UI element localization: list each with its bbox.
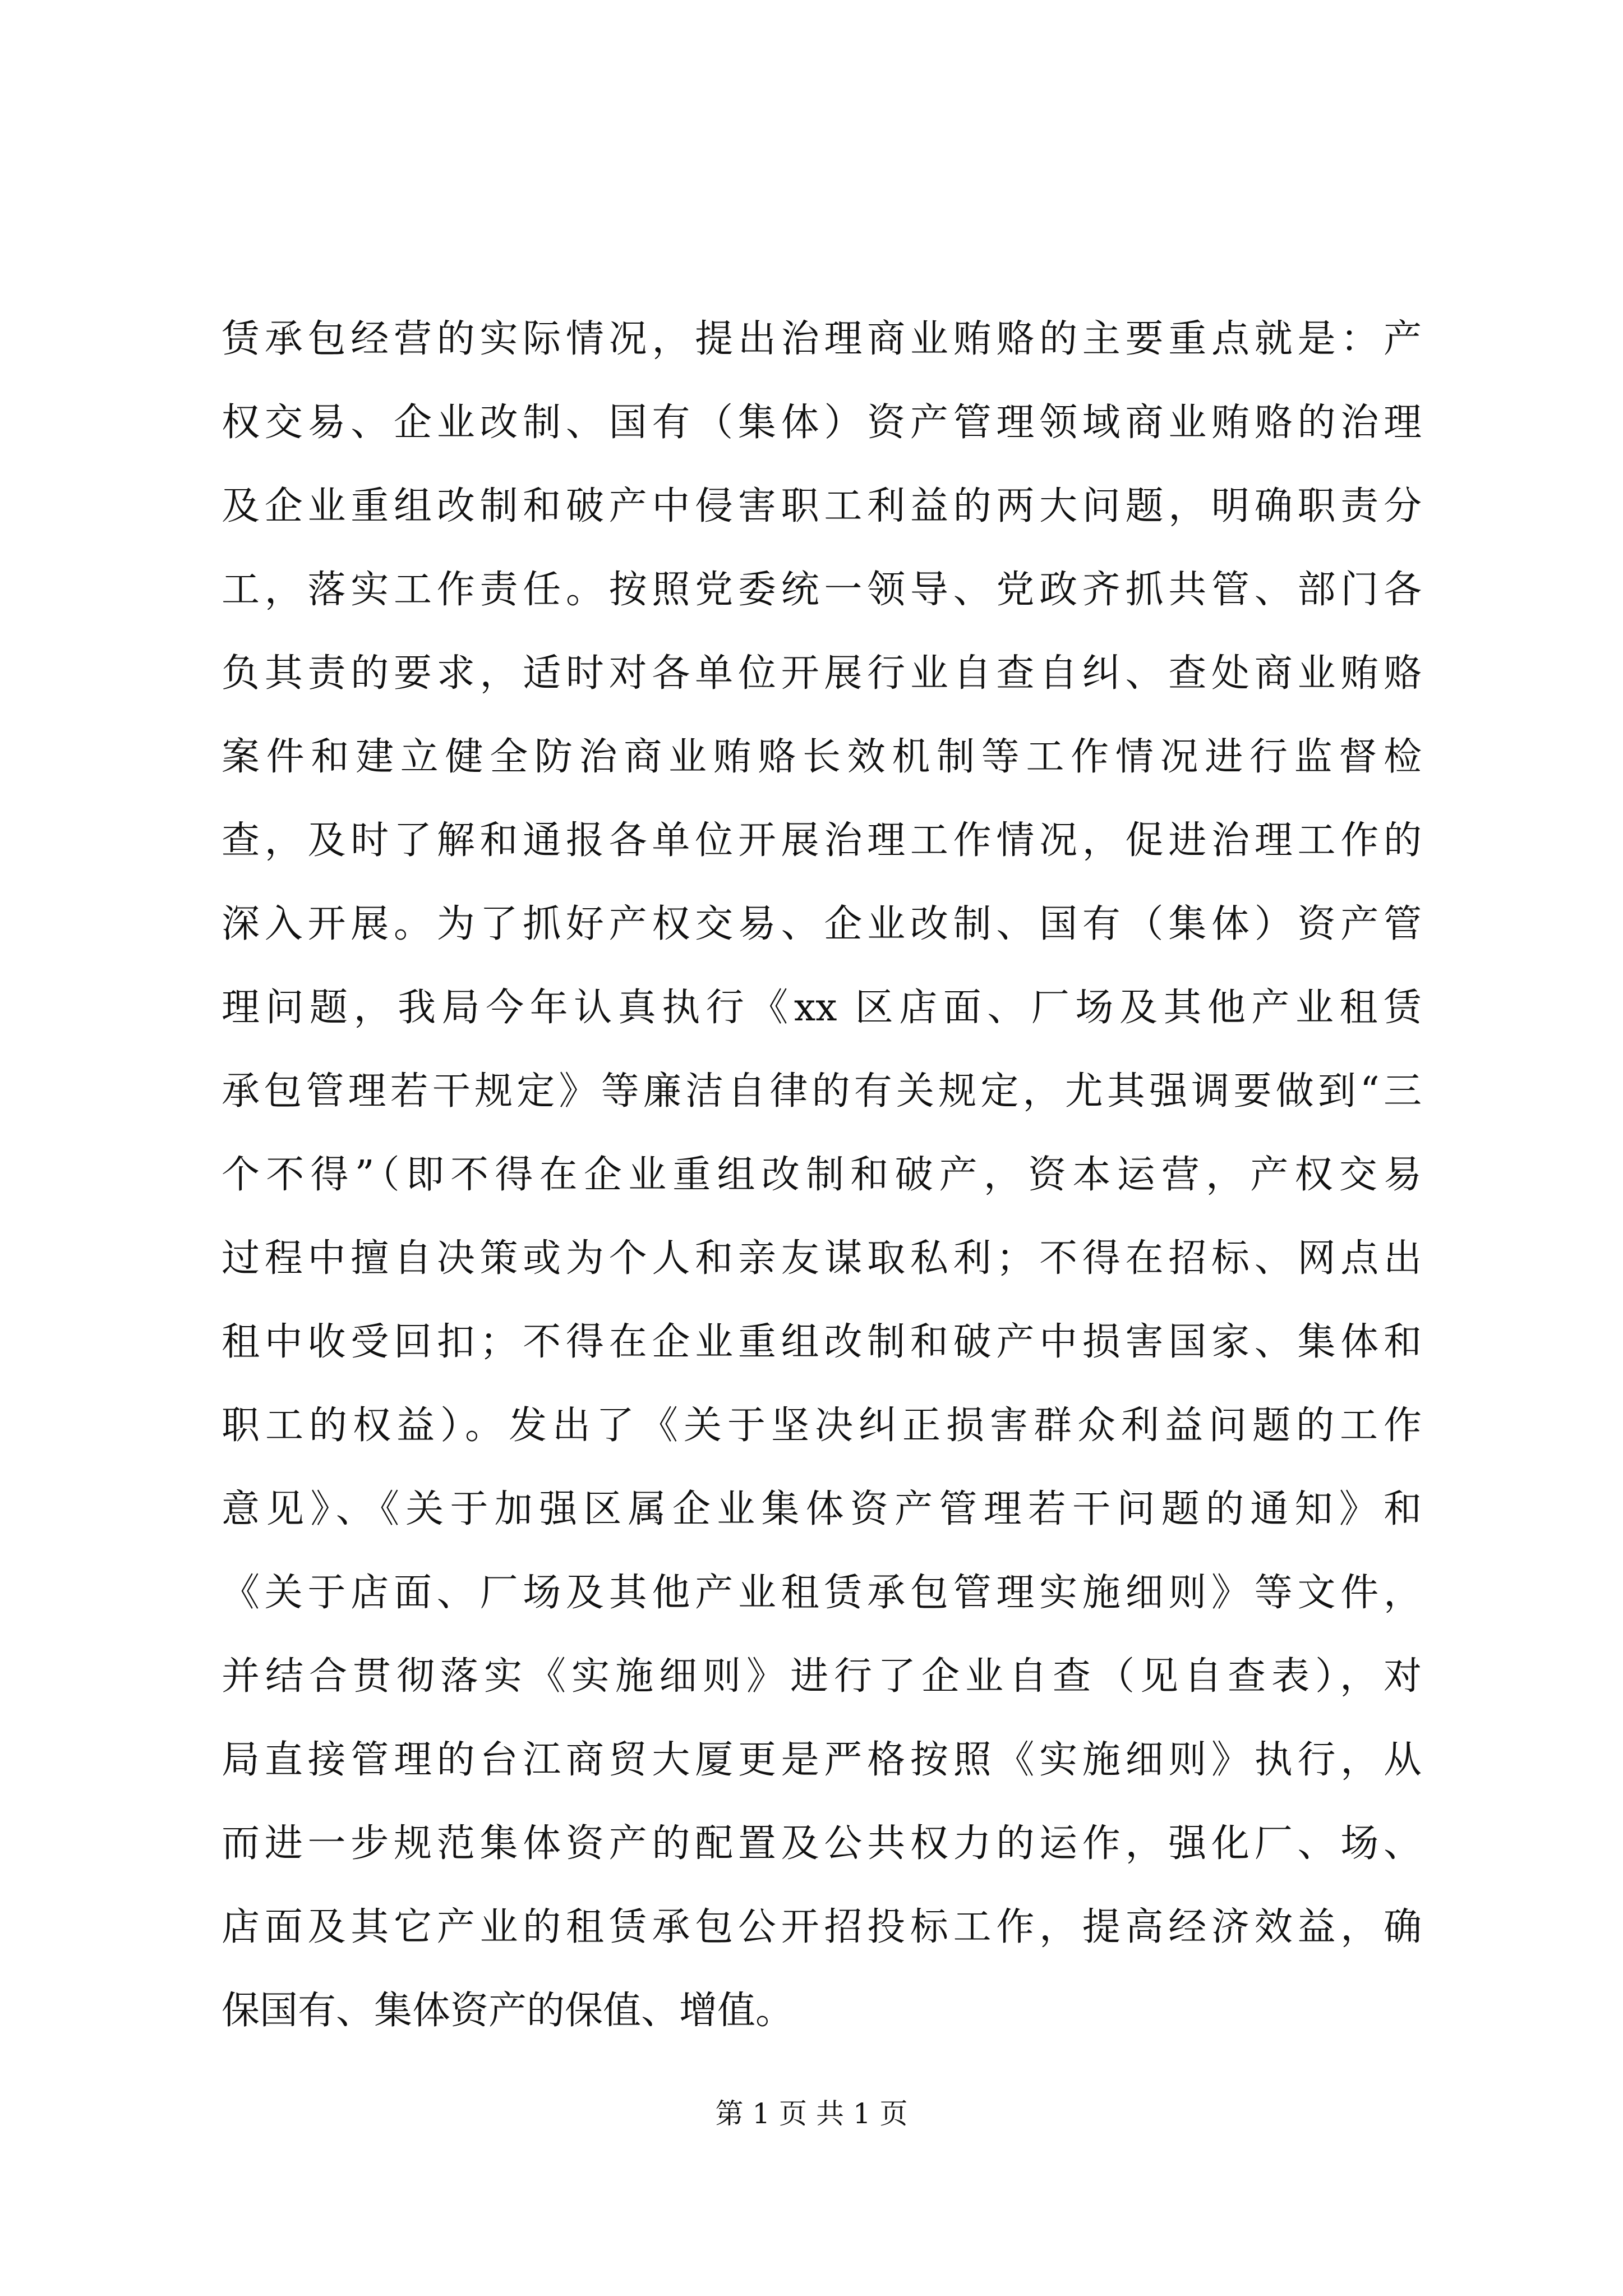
text-line-15: 意见》、《关于加强区属企业集体资产管理若干问题的通知》和	[222, 1487, 1422, 1531]
body-paragraph	[222, 297, 1422, 2053]
text-line-8: 深入开展。为了抓好产权交易、企业改制、国有（集体）资产管	[222, 902, 1422, 946]
text-line-14: 职工的权益）。发出了《关于坚决纠正损害群众利益问题的工作	[222, 1404, 1422, 1448]
text-line-1: 赁承包经营的实际情况，提出治理商业贿赂的主要重点就是：产	[222, 317, 1422, 361]
text-line-18: 局直接管理的台江商贸大厦更是严格按照《实施细则》执行，从	[222, 1738, 1422, 1782]
text-line-12: 过程中擅自决策或为个人和亲友谋取私利；不得在招标、网点出	[222, 1236, 1422, 1281]
text-line-9: 理问题，我局今年认真执行《xx 区店面、厂场及其他产业租赁	[222, 986, 1422, 1030]
text-line-19: 而进一步规范集体资产的配置及公共权力的运作，强化厂、场、	[222, 1821, 1422, 1866]
text-line-3: 及企业重组改制和破产中侵害职工利益的两大问题，明确职责分	[222, 484, 1422, 528]
page-footer: 第 1 页 共 1 页	[715, 2097, 908, 2130]
text-line-6: 案件和建立健全防治商业贿赂长效机制等工作情况进行监督检	[222, 735, 1422, 779]
text-line-13: 租中收受回扣；不得在企业重组改制和破产中损害国家、集体和	[222, 1320, 1422, 1364]
text-line-4: 工，落实工作责任。按照党委统一领导、党政齐抓共管、部门各	[222, 568, 1422, 612]
text-line-10: 承包管理若干规定》等廉洁自律的有关规定，尤其强调要做到“三	[222, 1069, 1422, 1114]
text-line-20: 店面及其它产业的租赁承包公开招投标工作，提高经济效益，确	[222, 1905, 1422, 1949]
text-line-21: 保国有、集体资产的保值、增值。	[222, 1989, 794, 2033]
text-line-2: 权交易、企业改制、国有（集体）资产管理领域商业贿赂的治理	[222, 401, 1422, 445]
text-line-7: 查，及时了解和通报各单位开展治理工作情况，促进治理工作的	[222, 818, 1422, 863]
text-line-5: 负其责的要求，适时对各单位开展行业自查自纠、查处商业贿赂	[222, 651, 1422, 696]
text-line-16: 《关于店面、厂场及其他产业租赁承包管理实施细则》等文件，	[222, 1571, 1422, 1615]
text-line-11: 个不得”（即不得在企业重组改制和破产，资本运营，产权交易	[222, 1153, 1422, 1197]
text-line-17: 并结合贯彻落实《实施细则》进行了企业自查（见自查表），对	[222, 1654, 1422, 1699]
